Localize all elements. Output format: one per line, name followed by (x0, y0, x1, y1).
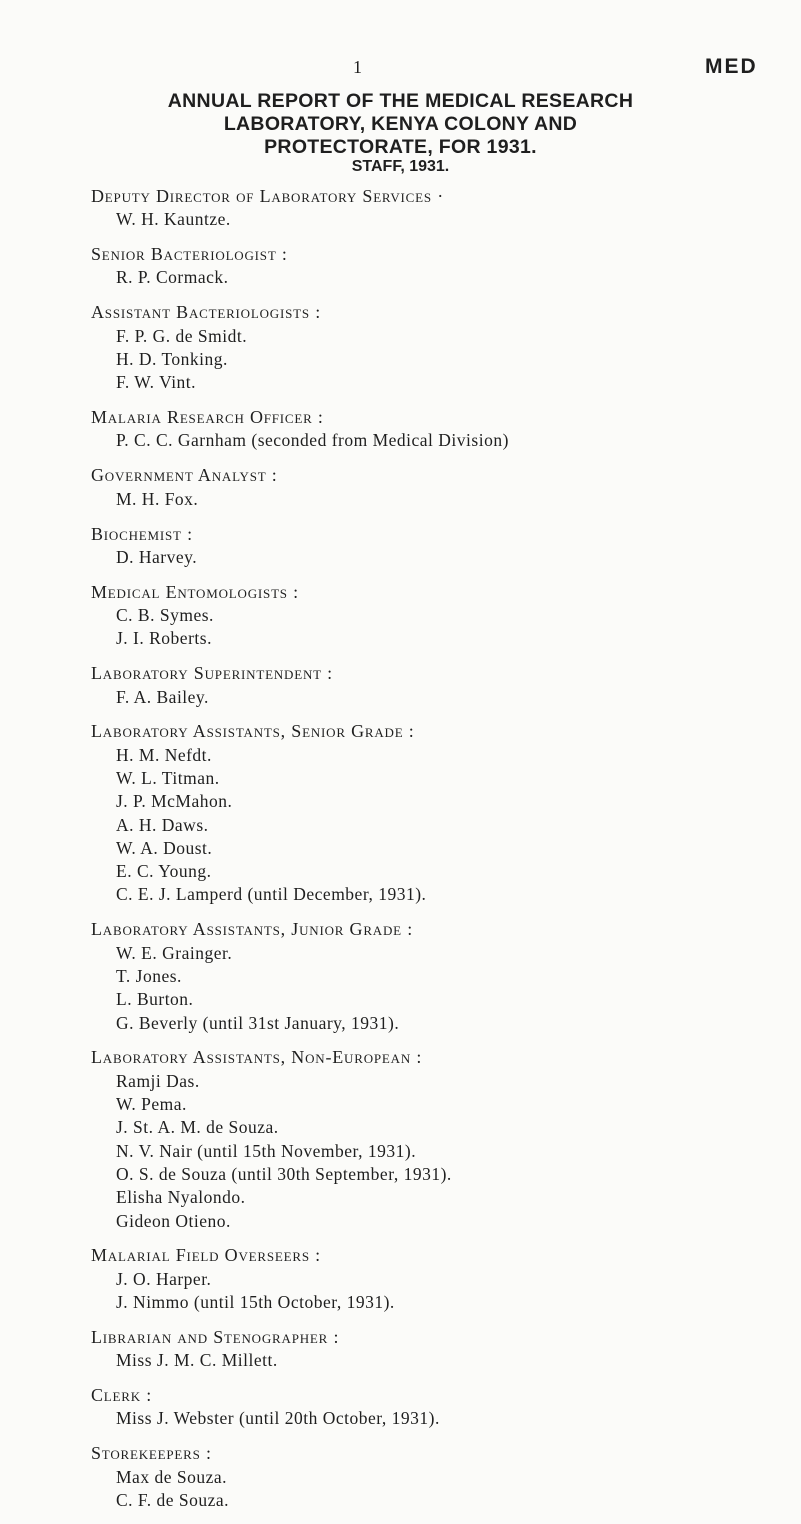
section-heading: Medical Entomologists : (91, 581, 299, 602)
section-heading: Clerk : (91, 1385, 153, 1406)
staff-member: C. B. Symes. (116, 605, 214, 626)
staff-section (91, 523, 781, 570)
staff-section (91, 406, 781, 453)
staff-section (91, 464, 781, 511)
staff-section (91, 662, 781, 709)
staff-member: W. E. Grainger. (116, 942, 233, 963)
staff-member: C. F. de Souza. (116, 1489, 230, 1510)
staff-member: J. P. McMahon. (116, 791, 233, 812)
page-number: 1 (353, 57, 362, 77)
staff-member: G. Beverly (until 31st January, 1931). (116, 1012, 400, 1033)
staff-member: D. Harvey. (116, 546, 198, 567)
staff-member: A. H. Daws. (116, 814, 209, 835)
staff-list (91, 185, 781, 1524)
staff-member: W. A. Doust. (116, 837, 213, 858)
staff-member: C. E. J. Lamperd (until December, 1931). (116, 884, 427, 905)
staff-section (91, 1046, 781, 1232)
section-heading: Laboratory Superintendent : (91, 663, 333, 684)
staff-member: E. C. Young. (116, 861, 212, 882)
section-heading: Laboratory Assistants, Non-European : (91, 1047, 423, 1068)
staff-section (91, 1326, 781, 1373)
section-heading: Malaria Research Officer : (91, 407, 324, 428)
section-heading: Government Analyst : (91, 465, 278, 486)
section-heading: Assistant Bacteriologists : (91, 302, 322, 323)
staff-member: M. H. Fox. (116, 488, 199, 509)
staff-member: Miss J. M. C. Millett. (116, 1350, 278, 1371)
staff-section (91, 720, 781, 906)
staff-member: P. C. C. Garnham (seconded from Medical Division) (116, 430, 509, 451)
title-line: ANNUAL REPORT OF THE MEDICAL RESEARCH (167, 90, 634, 112)
staff-member: H. D. Tonking. (116, 348, 228, 369)
staff-section (91, 1384, 781, 1431)
report-title (0, 90, 801, 159)
staff-member: J. Nimmo (until 15th October, 1931). (116, 1292, 395, 1312)
staff-member: F. A. Bailey. (116, 686, 209, 707)
title-line: PROTECTORATE, FOR 1931. (264, 136, 537, 158)
staff-member: W. L. Titman. (116, 767, 220, 788)
staff-member: J. O. Harper. (116, 1268, 212, 1289)
staff-section (91, 243, 781, 290)
staff-section (91, 1442, 781, 1512)
staff-member: Max de Souza. (116, 1466, 227, 1487)
staff-section (91, 301, 781, 394)
staff-member: L. Burton. (116, 989, 194, 1010)
staff-member: Elisha Nyalondo. (116, 1187, 246, 1208)
section-heading: Laboratory Assistants, Junior Grade : (91, 919, 414, 940)
section-heading: Senior Bacteriologist : (91, 244, 288, 265)
corner-mark: MED (705, 55, 758, 78)
staff-member: Miss J. Webster (until 20th October, 1931). (116, 1408, 440, 1429)
section-heading: Librarian and Stenographer : (91, 1326, 340, 1347)
staff-member: R. P. Cormack. (116, 267, 229, 288)
staff-member: F. P. G. de Smidt. (116, 325, 248, 346)
staff-member: W. H. Kauntze. (116, 209, 231, 230)
title-line: LABORATORY, KENYA COLONY AND (223, 113, 578, 135)
staff-member: Ramji Das. (116, 1070, 200, 1091)
section-heading: Deputy Director of Laboratory Services · (91, 186, 445, 206)
section-heading: Malarial Field Overseers : (91, 1245, 321, 1266)
section-heading: Storekeepers : (91, 1443, 212, 1464)
staff-member: O. S. de Souza (until 30th September, 1931). (116, 1163, 452, 1184)
section-heading: Biochemist : (91, 523, 193, 544)
section-heading: Laboratory Assistants, Senior Grade : (91, 721, 415, 742)
staff-section (91, 1244, 781, 1314)
staff-member: T. Jones. (116, 965, 182, 986)
staff-heading: STAFF, 1931. (351, 158, 450, 175)
staff-member: H. M. Nefdt. (116, 744, 212, 765)
staff-member: J. I. Roberts. (116, 628, 212, 649)
staff-section (91, 185, 781, 232)
staff-section (91, 581, 781, 651)
staff-member: J. St. A. M. de Souza. (116, 1117, 279, 1138)
staff-member: N. V. Nair (until 15th November, 1931). (116, 1140, 417, 1161)
staff-member: Gideon Otieno. (116, 1210, 231, 1231)
staff-member: W. Pema. (116, 1094, 187, 1115)
staff-section (91, 918, 781, 1034)
staff-member: F. W. Vint. (116, 372, 197, 393)
